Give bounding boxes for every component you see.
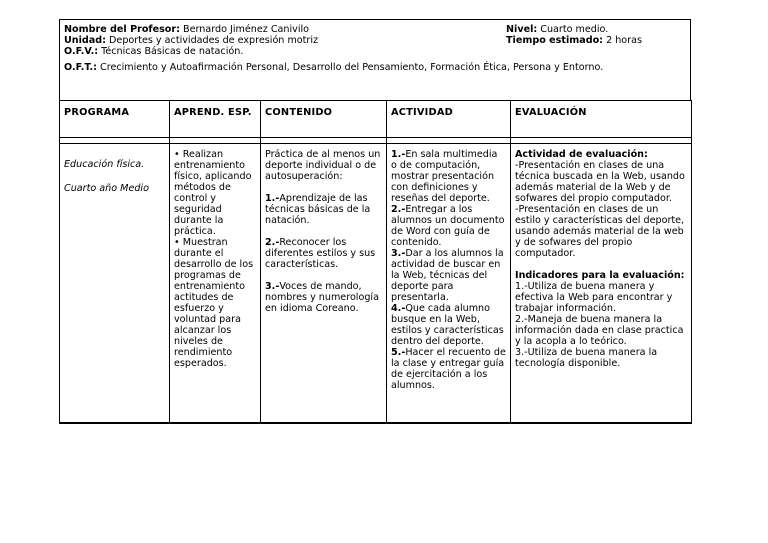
actividad-item-2: 2.-Entregar a los alumnos un documento de Word con guía de contenido. [391,204,505,248]
lesson-table [59,100,692,424]
col-header-evaluacion: EVALUACIÓN [511,101,692,138]
evaluacion-item-2: -Presentación en clases de un estilo y características del deporte, usando además material de la web y de sofwares del propio computador. [515,204,685,259]
oft-line [64,62,603,73]
tiempo-label: Tiempo estimado: [506,35,603,46]
actividad-cell [387,144,511,424]
actividad-item-5: 5.-Hacer el recuento de la clase y entregar guía de ejercitación a los alumnos. [391,347,506,391]
unidad-line [64,35,318,46]
col-header-programa: PROGRAMA [60,101,170,138]
profesor-line [64,24,309,35]
programa-line-2: Cuarto año Medio [64,183,149,194]
ofv-line [64,46,243,57]
nivel-value: Cuarto medio. [540,24,609,35]
indicador-item-1: 1.-Utiliza de buena manera y efectiva la Web para encontrar y trabajar información. [515,281,673,314]
unidad-value: Deportes y actividades de expresión motriz [109,35,319,46]
nivel-label: Nivel: [506,24,538,35]
evaluacion-heading-indicadores: Indicadores para la evaluación: [515,270,685,281]
actividad-item-1: 1.-En sala multimedia o de computación, mostrar presentación con definiciones y reseñas del deporte. [391,149,498,204]
unidad-label: Unidad: [64,35,106,46]
profesor-value: Bernardo Jiménez Canivilo [183,24,310,35]
aprend-item-1: • Realizan entrenamiento físico, aplicando métodos de control y seguridad durante la práctica. [174,149,252,237]
contenido-point-1: 1.-Aprendizaje de las técnicas básicas de la natación. [265,193,371,226]
table-bottom-rule [59,422,691,423]
table-header-row [60,101,692,138]
col-header-actividad: ACTIVIDAD [387,101,511,138]
table-row [60,144,692,424]
profesor-label: Nombre del Profesor: [64,24,180,35]
col-header-aprend: APREND. ESP. [170,101,261,138]
tiempo-line [506,35,642,46]
oft-value: Crecimiento y Autoafirmación Personal, Desarrollo del Pensamiento, Formación Ética, Persona y Entorno. [100,62,604,73]
actividad-item-3: 3.-Dar a los alumnos la actividad de buscar en la Web, técnicas del deporte para presentarla. [391,248,504,303]
contenido-intro: Práctica de al menos un deporte individual o de autosuperación: [265,149,381,182]
indicador-item-3: 3.-Utiliza de buena manera la tecnología disponible. [515,347,658,369]
indicador-item-2: 2.-Maneja de buena manera la información dada en clase practica y la acopla a lo teórico. [515,314,684,347]
header-box [59,19,691,100]
aprend-cell [170,144,261,424]
programa-cell [60,144,170,424]
lesson-plan-document [59,19,691,424]
programa-line-1: Educación física. [64,159,145,170]
actividad-item-4: 4.-Que cada alumno busque en la Web, estilos y características dentro del deporte. [391,303,504,347]
evaluacion-cell [511,144,692,424]
evaluacion-heading-actividad: Actividad de evaluación: [515,149,648,160]
ofv-label: O.F.V.: [64,46,99,57]
tiempo-value: 2 horas [606,35,642,46]
ofv-value: Técnicas Básicas de natación. [101,46,244,57]
aprend-item-2: • Muestran durante el desarrollo de los programas de entrenamiento actitudes de esfuerzo y voluntad para alcanzar los niveles de rendimiento esperados. [174,237,254,369]
contenido-point-2: 2.-Reconocer los diferentes estilos y sus características. [265,237,376,270]
contenido-cell [261,144,387,424]
evaluacion-item-1: -Presentación en clases de una técnica buscada en la Web, usando además material de la Web y de sofwares del propio computador. [515,160,685,204]
contenido-point-3: 3.-Voces de mando, nombres y numerología en idioma Coreano. [265,281,379,314]
nivel-line [506,24,608,35]
oft-label: O.F.T.: [64,62,97,73]
col-header-contenido: CONTENIDO [261,101,387,138]
